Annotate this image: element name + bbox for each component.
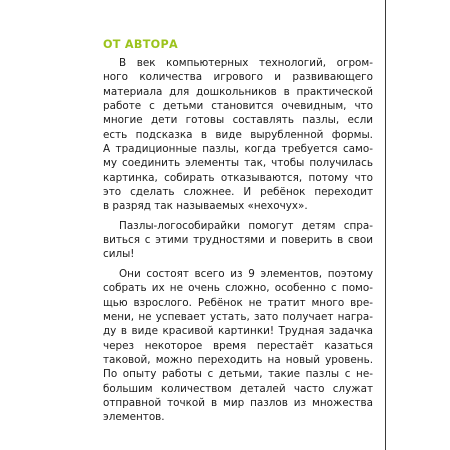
paragraph-2: [103, 219, 373, 262]
text-line: большим количеством деталей часто служат: [103, 382, 373, 395]
text-line: ного количества игрового и развивающего: [103, 71, 373, 84]
text-line: отправной точкой в мир пазлов из множества: [103, 396, 373, 409]
body-text: [103, 56, 373, 430]
section-heading: ОТ АВТОРА: [103, 38, 178, 51]
text-line: Они состоят всего из 9 элементов, поэтому: [119, 267, 373, 280]
text-line: таковой, можно переходить на новый уровень.: [103, 353, 373, 366]
text-line: есть подсказка в виде вырубленной формы.: [103, 128, 373, 141]
text-line: это сделать сложнее. И ребёнок переходит: [103, 186, 373, 199]
text-line: мени, не успевает устать, зато получает награ-: [103, 310, 373, 323]
text-line: ду в виде красивой картинки! Трудная задачка: [103, 325, 373, 338]
text-line: По опыту работы с детьми, такие пазлы с не-: [103, 368, 373, 381]
text-line: му соединить элементы так, чтобы получилась: [103, 157, 373, 170]
text-line: работе с детьми становится очевидным, что: [103, 100, 373, 113]
text-line: В век компьютерных технологий, огром-: [119, 57, 373, 69]
text-line: щью взрослого. Ребёнок не тратит много вре-: [103, 296, 373, 309]
text-line: виться с этими трудностями и поверить в свои: [103, 234, 373, 247]
text-line: картинка, собирать отказываются, потому что: [103, 171, 373, 184]
text-line: в разряд так называемых «нехочух».: [103, 200, 308, 213]
paragraph-3: [103, 267, 373, 425]
text-line: элементов.: [103, 411, 165, 424]
text-line: через некоторое время перестаёт казаться: [103, 339, 373, 352]
page-edge-line: [385, 0, 386, 450]
text-line: Пазлы-логособирайки помогут детям спра-: [119, 219, 373, 232]
text-line: многие дети готовы составлять пазлы, если: [103, 114, 373, 127]
text-line: А традиционные пазлы, когда требуется само-: [103, 143, 373, 156]
paragraph-1: [103, 56, 373, 214]
text-line: силы!: [103, 248, 135, 261]
text-line: материала для дошкольников в практической: [103, 85, 373, 98]
text-line: собрать их не очень сложно, особенно с помо-: [103, 282, 373, 295]
